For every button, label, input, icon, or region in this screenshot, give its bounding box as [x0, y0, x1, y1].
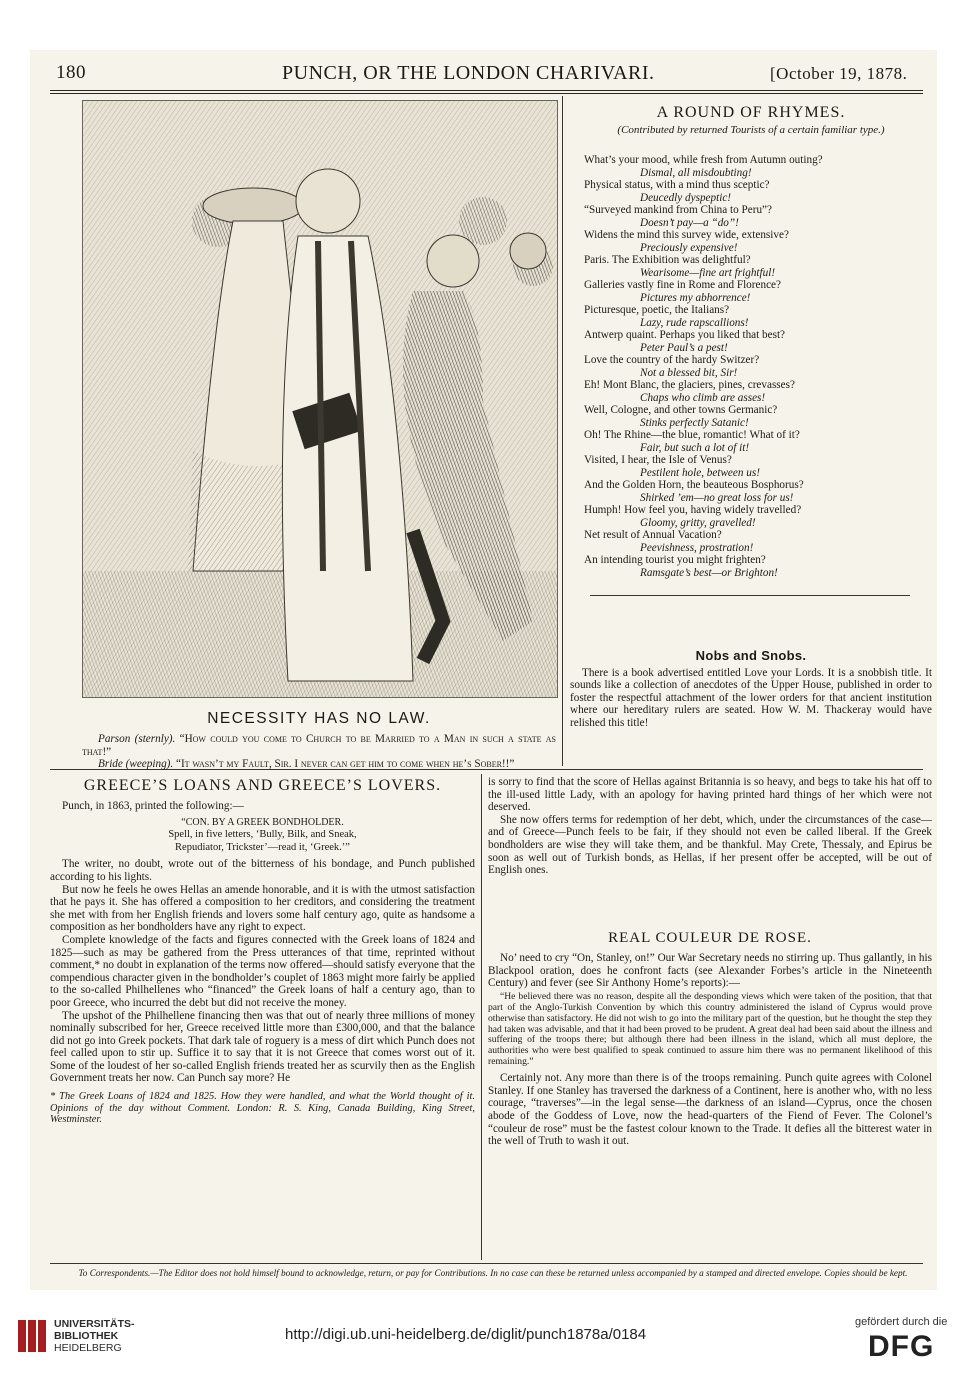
source-url[interactable]: http://digi.ub.uni-heidelberg.de/diglit/punch1878a/0184 [285, 1326, 647, 1343]
cartoon-caption-title: NECESSITY HAS NO LAW. [207, 710, 431, 727]
couleur-quote: “He believed there was no reason, despite all the desponding views which were taken of the position, that that part of the Anglo-Turkish Convention by which this country administered the island of Cyprus would prove otherwise than satisfactory. He did not wish to go into the military part of the question, but he thought the step they had taken was advisable, and that it had been proved to be prudent. A great deal had been said about the illness and suffering of the troops there; but although there had been illness in the island, which all must deplore, the authorities who were best qualified to speak continued to assure him there was no permanent likelihood of this remaining.” [488, 990, 932, 1068]
greece-continued [488, 776, 932, 877]
rhyme-stanza: Well, Cologne, and other towns Germanic? Stinks perfectly Satanic! [584, 404, 778, 429]
funding-note: gefördert durch die [855, 1316, 948, 1328]
couleur-paragraph-1: No’ need to cry “On, Stanley, on!” Our War Secretary needs no stirring up. Thus gallantly, in his Blackpool oration, does he confront facts (see Alexander Forbes’s article in the Nineteenth Century) and fever (see Sir Anthony Home’s reports):— [488, 952, 932, 990]
rhyme-stanza: Picturesque, poetic, the Italians? Lazy, rude rapscallions! [584, 304, 749, 329]
header-rule-2 [50, 93, 923, 94]
rhyme-stanza: Paris. The Exhibition was delightful? Wearisome—fine art frightful! [584, 254, 776, 279]
nobs-title: Nobs and Snobs. [695, 648, 807, 663]
rhyme-stanza: “Surveyed mankind from China to Peru”? Doesn’t pay—a “do”! [584, 204, 772, 229]
footer-rule [50, 1263, 923, 1264]
rhyme-stanza: Humph! How feel you, having widely travelled? Gloomy, gritty, gravelled! [584, 504, 802, 529]
greece-verse-2: Repudiator, Trickster’—read it, ‘Greek.’” [175, 841, 350, 853]
engraving [83, 101, 557, 697]
nobs-body: There is a book advertised entitled Love your Lords. It is a snobbish title. It sounds like a collection of anecdotes of the Upper House, published in order to foster the respectful attachment of the lower orders for that ancient institution where our hereditary rulers are seated. How W. M. Thackeray would have relished this title! [570, 667, 932, 729]
library-name [54, 1318, 135, 1354]
library-line-2: BIBLIOTHEK [54, 1330, 119, 1342]
rhyme-stanza: An intending tourist you might frighten? Ramsgate’s best—or Brighton! [584, 554, 778, 579]
library-line-3: HEIDELBERG [54, 1342, 122, 1354]
rhyme-stanza: Oh! The Rhine—the blue, romantic! What of it? Fair, but such a lot of it! [584, 429, 800, 454]
rhyme-stanza: Widens the mind this survey wide, extensive? Preciously expensive! [584, 229, 789, 254]
greece-paragraph-3: Complete knowledge of the facts and figures connected with the Greek loans of 1824 and 1825—such as may be gathered from the Press utterances of that time, reprinted without comment,* no doubt in explanation of the terms now offered—should satisfy everyone that the compendious character given in the bondholder’s couplet of 1863 might more fairly be applied to the so-called Philhellenes who “financed” the Greek loans of half a century ago, than to poor Greece, who incurred the debt but did not receive the money. [50, 933, 475, 1009]
column-separator [562, 96, 563, 766]
rhyme-stanza: What’s your mood, while fresh from Autumn outing? Dismal, all misdoubting! [584, 154, 823, 179]
couleur-paragraph-2: Certainly not. Any more than there is of the troops remaining. Punch quite agrees with Colonel Stanley. If one Stanley has traversed the darkness of a Continent, here is another who, with no less courage, “traverses”—in the legal sense—the darkness of an island—Cyprus, once the chosen abode of the Goddess of Love, now the head-quarters of the Fiend of Fever. The Colonel’s “couleur de rose” must be the fastest colour known to the Trade. It defies all the bitterest water in the well of Truth to wash it out. [488, 1072, 932, 1148]
publication-title: PUNCH, OR THE LONDON CHARIVARI. [282, 62, 655, 84]
rhyme-stanza: Antwerp quaint. Perhaps you liked that best? Peter Paul’s a pest! [584, 329, 786, 354]
newspaper-page [30, 50, 937, 1290]
greece-paragraph-1: The writer, no doubt, wrote out of the bitterness of his bondage, and Punch published according to his lights. [50, 858, 475, 883]
rhyme-stanza: And the Golden Horn, the beauteous Bosphorus? Shirked ’em—no great loss for us! [584, 479, 804, 504]
column-separator [481, 774, 482, 1260]
cartoon-illustration [82, 100, 558, 698]
rhymes-subtitle: (Contributed by returned Tourists of a certain familiar type.) [617, 124, 885, 136]
greece-verse-1: Spell, in five letters, ‘Bully, Bilk, and Sneak, [168, 829, 357, 841]
rhyme-stanza: Physical status, with a mind thus sceptic? Deucedly dyspeptic! [584, 179, 770, 204]
greece-footnote: * The Greek Loans of 1824 and 1825. How they were handled, and what the World thought of it. Opinions of the day without Comment. London: R. S. King, Canada Building, King Street, Westminster. [50, 1091, 475, 1126]
rhymes-title: A ROUND OF RHYMES. [656, 104, 846, 121]
rhyme-stanza: Galleries vastly fine in Rome and Florence? Pictures my abhorrence! [584, 279, 781, 304]
parson-speaker: Parson (sternly). [98, 733, 176, 745]
dotted-rule [590, 595, 910, 596]
dfg-logo: DFG [868, 1330, 935, 1363]
rhyme-stanza: Eh! Mont Blanc, the glaciers, pines, crevasses? Chaps who climb are asses! [584, 379, 795, 404]
greece-paragraph-4: The upshot of the Philhellene financing then was that out of nearly three millions of money nominally subscribed for her, Greece received little more than £300,000, and that the balance did not go into Greek pockets. That dark tale of roguery is a mess of dirt which Punch does not feel called upon to stir up. Suffice it to say that it is not Greece that comes worst out of it. Some of the loudest of her so-called English friends treated her as scurvily then as the English Government treats her now. Can Punch say more? He [50, 1009, 475, 1085]
header-rule [50, 90, 923, 91]
rhyme-stanza: Love the country of the hardy Switzer? Not a blessed bit, Sir! [584, 354, 760, 379]
library-logo [14, 1316, 50, 1361]
couleur-article [488, 952, 932, 1148]
greece-continued-1: is sorry to find that the score of Hellas against Britannia is so heavy, and begs to take his hat off to the ill-used little Lady, with an apology for having printed hard things of her which were not deserved. [488, 776, 932, 814]
greece-title: GREECE’S LOANS AND GREECE’S LOVERS. [83, 777, 442, 794]
correspondents-notice: To Correspondents.—The Editor does not hold himself bound to acknowledge, return, or pay for Contributions. In no case can these be returned unless accompanied by a stamped and directed envelope. Copies should be kept. [78, 1268, 908, 1278]
bride-line: “It wasn’t my Fault, Sir. I never can get him to come when he’s Sober!!” [175, 758, 515, 771]
greece-paragraph-2: But now he feels he owes Hellas an amende honorable, and it is with the utmost satisfaction that he pays it. She has offered a composition to her creditors, and considering the treatment she met with from her English friends and lovers some half century ago, quite as handsome a composition as her bondholders have any right to expect. [50, 883, 475, 934]
couleur-title: REAL COULEUR DE ROSE. [608, 930, 812, 946]
greece-verse-head: “CON. BY A GREEK BONDHOLDER. [181, 816, 344, 828]
greece-intro: Punch, in 1863, printed the following:— [62, 800, 244, 812]
issue-date: [October 19, 1878. [770, 64, 908, 83]
greece-article [50, 800, 475, 1126]
page-number: 180 [56, 62, 86, 83]
greece-continued-2: She now offers terms for redemption of her debt, which, under the circumstances of the case—and of Greece—Punch feels to be fair, if they should not even be called liberal. If the Greek bondholders are wise they will take them, and be thankful. May Crete, Thessaly, and Epirus be soon as well out of Turkish bonds, as Hellas, if her present offer be accepted, will be out of English ones. [488, 813, 932, 877]
rhyme-stanza: Net result of Annual Vacation? Peevishness, prostration! [584, 529, 754, 554]
library-line-1: UNIVERSITÄTS- [54, 1318, 135, 1330]
bride-speaker: Bride (weeping). [98, 758, 174, 771]
rhyme-stanza: Visited, I hear, the Isle of Venus? Pestilent hole, between us! [584, 454, 760, 479]
rhymes-poem [582, 154, 932, 579]
parson-line: “How could you come to Church to be Married to a Man in such a state as that!” [82, 733, 556, 758]
cartoon-dialogue [82, 733, 556, 771]
library-logo-icon [14, 1316, 50, 1356]
